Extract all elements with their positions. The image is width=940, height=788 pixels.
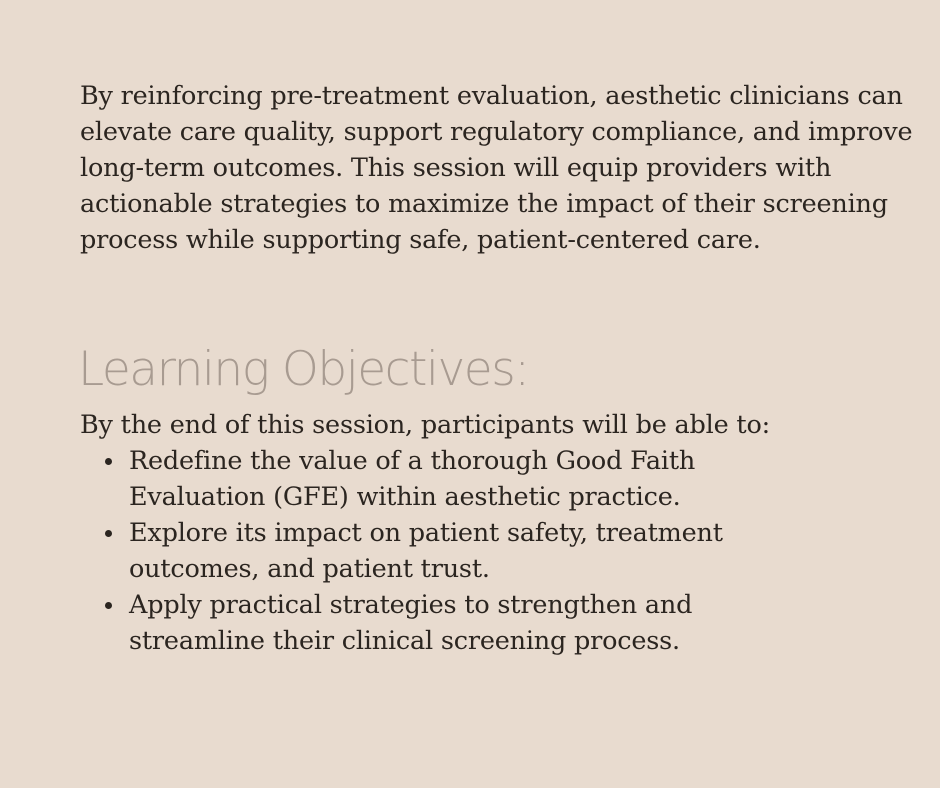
objective-line: Explore its impact on patient safety, treatment xyxy=(129,518,723,548)
intro-line: elevate care quality, support regulatory compliance, and improve xyxy=(80,117,913,147)
intro-line: long-term outcomes. This session will equip providers with xyxy=(80,153,832,183)
objective-item xyxy=(129,515,723,587)
objectives-list xyxy=(80,443,723,659)
bullet-icon xyxy=(105,602,112,609)
bullet-icon xyxy=(105,530,112,537)
intro-line: process while supporting safe, patient-centered care. xyxy=(80,225,761,255)
intro-line: By reinforcing pre-treatment evaluation, aesthetic clinicians can xyxy=(80,81,903,111)
objective-item xyxy=(129,587,723,659)
objective-line: Evaluation (GFE) within aesthetic practice. xyxy=(129,482,681,512)
intro-line: actionable strategies to maximize the impact of their screening xyxy=(80,189,888,219)
objective-line: streamline their clinical screening process. xyxy=(129,626,680,656)
objective-line: Redefine the value of a thorough Good Faith xyxy=(129,446,696,476)
objective-item xyxy=(129,443,723,515)
objective-line: Apply practical strategies to strengthen and xyxy=(129,590,693,620)
intro-paragraph xyxy=(80,78,913,258)
bullet-icon xyxy=(105,458,112,465)
objectives-lead: By the end of this session, participants will be able to: xyxy=(80,410,770,440)
learning-objectives-heading: Learning Objectives: xyxy=(78,342,529,397)
objective-line: outcomes, and patient trust. xyxy=(129,554,490,584)
